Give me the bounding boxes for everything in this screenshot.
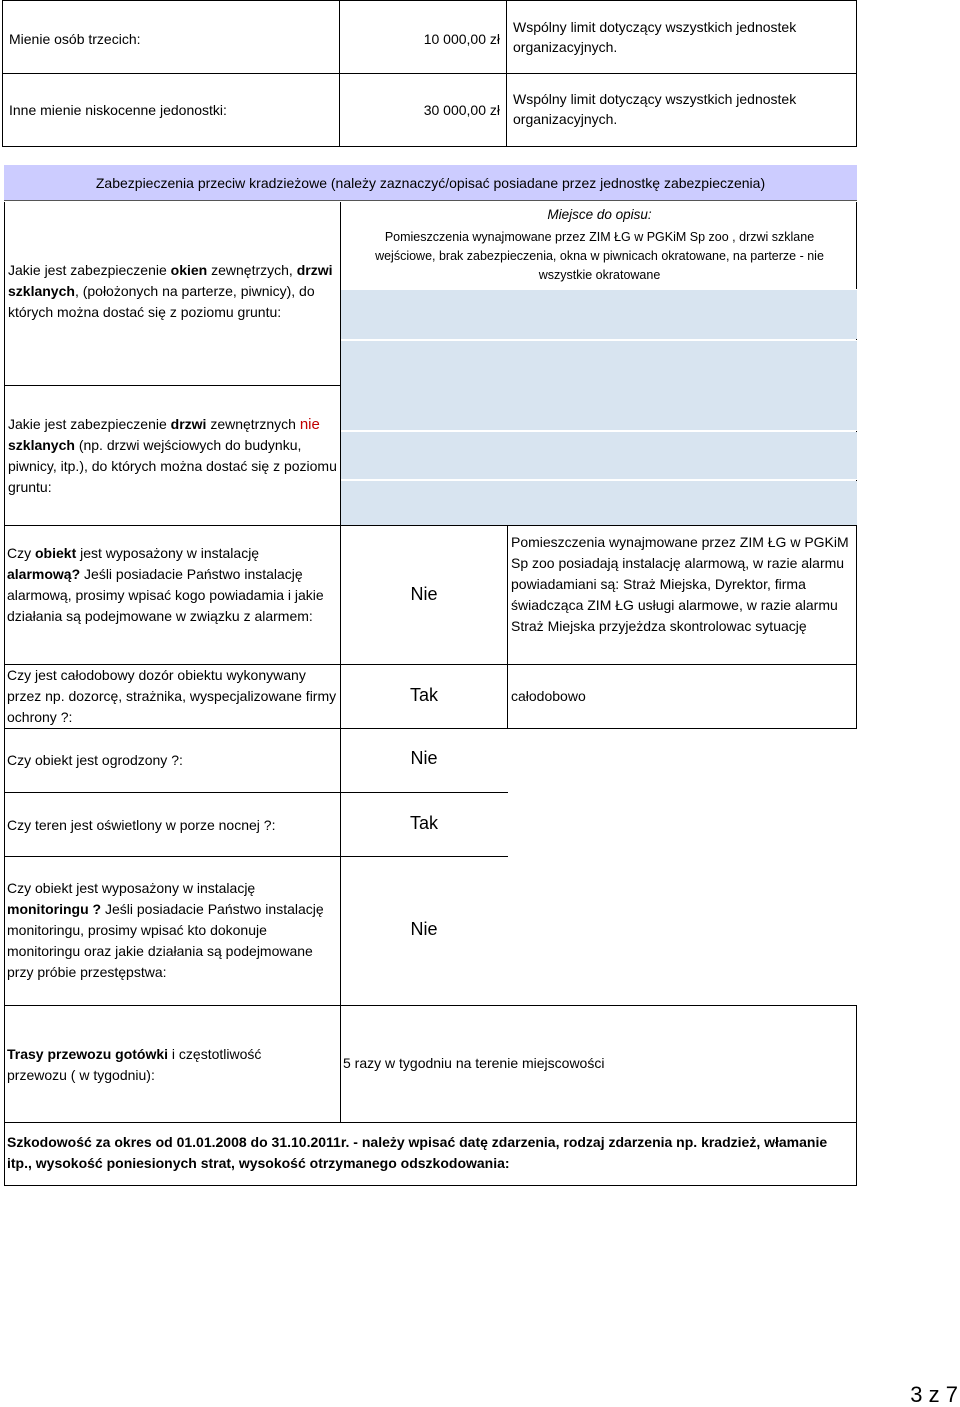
doors-question-cell <box>4 386 340 526</box>
alarm-question-cell <box>4 525 341 665</box>
lighting-answer-cell[interactable] <box>340 792 508 857</box>
limit-row-1-note-cell <box>506 0 857 74</box>
lighting-answer: Tak <box>409 813 438 833</box>
alarm-answer-cell[interactable] <box>340 525 508 665</box>
limit-label: Inne mienie niskocenne jedonostki: <box>9 102 227 118</box>
monitoring-question: Czy obiekt jest wyposażony w instalację monitoringu ? Jeśli posiadacie Państwo instalację monitoringu, prosimy wpisać kto dokonuje monitoringu oraz jakie działania są podejmowane przy próbie przestępstwa: <box>7 880 324 980</box>
limit-amount: 30 000,00 zł <box>423 102 500 118</box>
limit-row-1-amount-cell <box>339 0 507 74</box>
lighting-question: Czy teren jest oświetlony w porze nocnej ?: <box>7 817 276 833</box>
limit-note: Wspólny limit dotyczący wszystkich jednostek organizacyjnych. <box>513 19 797 55</box>
monitoring-answer-cell[interactable] <box>340 856 508 1006</box>
alarm-details-cell[interactable] <box>507 525 857 665</box>
cash-answer: 5 razy w tygodniu na terenie miejscowości <box>343 1055 605 1071</box>
guard-question: Czy jest całodobowy dozór obiektu wykonywany przez np. dozorcę, strażnika, wyspecjalizowane firmy ochrony ?: <box>7 667 337 725</box>
fence-answer: Nie <box>410 748 438 768</box>
answer-field-blue-1[interactable] <box>341 289 857 339</box>
guard-question-cell <box>4 664 341 729</box>
guard-details-cell[interactable] <box>507 664 857 729</box>
lighting-question-cell <box>4 792 341 857</box>
answer-field-blue-5[interactable] <box>341 481 857 525</box>
alarm-question: Czy obiekt jest wyposażony w instalację alarmową? Jeśli posiadacie Państwo instalację alarmową, prosimy wpisać kogo powiadamia i jakie działania są podejmowane w związku z alarmem: <box>7 545 324 624</box>
doors-answer-area[interactable] <box>340 386 857 526</box>
guard-answer-cell[interactable] <box>340 664 508 729</box>
limit-row-2-note-cell <box>506 73 857 147</box>
cash-answer-cell[interactable] <box>340 1005 857 1123</box>
limit-row-1-label-cell <box>2 0 340 74</box>
limit-label: Mienie osób trzecich: <box>9 31 141 47</box>
doors-question: Jakie jest zabezpieczenie drzwi zewnętrznych nie szklanych (np. drzwi wejściowych do budynku, piwnicy, itp.), do których można dostać się z poziomu gruntu: <box>8 416 337 495</box>
limit-row-2-amount-cell <box>339 73 507 147</box>
answer-field-blue-3[interactable] <box>341 386 857 431</box>
fence-question: Czy obiekt jest ogrodzony ?: <box>7 752 183 768</box>
cash-question-cell <box>4 1005 341 1123</box>
cash-question: Trasy przewozu gotówki i częstotliwość przewozu ( w tygodniu): <box>7 1046 262 1083</box>
windows-question: Jakie jest zabezpieczenie okien zewnętrzych, drzwi szklanych, (położonych na parterze, piwnicy), do których można dostać się z poziomu gruntu: <box>8 262 333 320</box>
windows-question-cell <box>4 202 340 386</box>
fence-answer-cell[interactable] <box>340 728 508 793</box>
guard-details: całodobowo <box>511 688 586 704</box>
windows-answer-area[interactable] <box>340 202 857 386</box>
page-number: 3 z 7 <box>910 1382 958 1407</box>
monitoring-question-cell <box>4 856 341 1006</box>
limit-note: Wspólny limit dotyczący wszystkich jednostek organizacyjnych. <box>513 91 797 127</box>
monitoring-answer: Nie <box>410 919 438 939</box>
guard-answer: Tak <box>409 685 438 705</box>
claims-text: Szkodowość za okres od 01.01.2008 do 31.10.2011r. - należy wpisać datę zdarzenia, rodzaj zdarzenia np. kradzież, włamanie itp., wysokość poniesionych strat, wysokość otrzymanego odszkodowania: <box>7 1134 828 1171</box>
section-header <box>4 165 857 201</box>
description-label: Miejsce do opisu: <box>547 207 652 222</box>
claims-cell[interactable] <box>4 1122 857 1186</box>
limit-row-2-label-cell <box>2 73 340 147</box>
limit-amount: 10 000,00 zł <box>423 31 500 47</box>
answer-field-blue-4[interactable] <box>341 432 857 480</box>
windows-answer: Pomieszczenia wynajmowane przez ZIM ŁG w PGKiM Sp zoo , drzwi szklane wejściowe, brak zabezpieczenia, okna w piwnicach okratowane, na parterze - nie wszystkie okratowane <box>375 230 824 282</box>
alarm-answer: Nie <box>410 584 438 604</box>
section-header-title: Zabezpieczenia przeciw kradzieżowe (należy zaznaczyć/opisać posiadane przez jednostkę zabezpieczenia) <box>95 175 766 191</box>
fence-question-cell <box>4 728 341 793</box>
alarm-details: Pomieszczenia wynajmowane przez ZIM ŁG w PGKiM Sp zoo posiadają instalację alarmową, w razie alarmu powiadamiani są: Straż Miejska, Dyrektor, firma świadcząca ZIM ŁG usługi alarmowe, w razie alarmu Straż Miejska przyjeżdza skontrolowac sytuację <box>511 534 849 634</box>
answer-field-blue-2[interactable] <box>341 340 857 386</box>
